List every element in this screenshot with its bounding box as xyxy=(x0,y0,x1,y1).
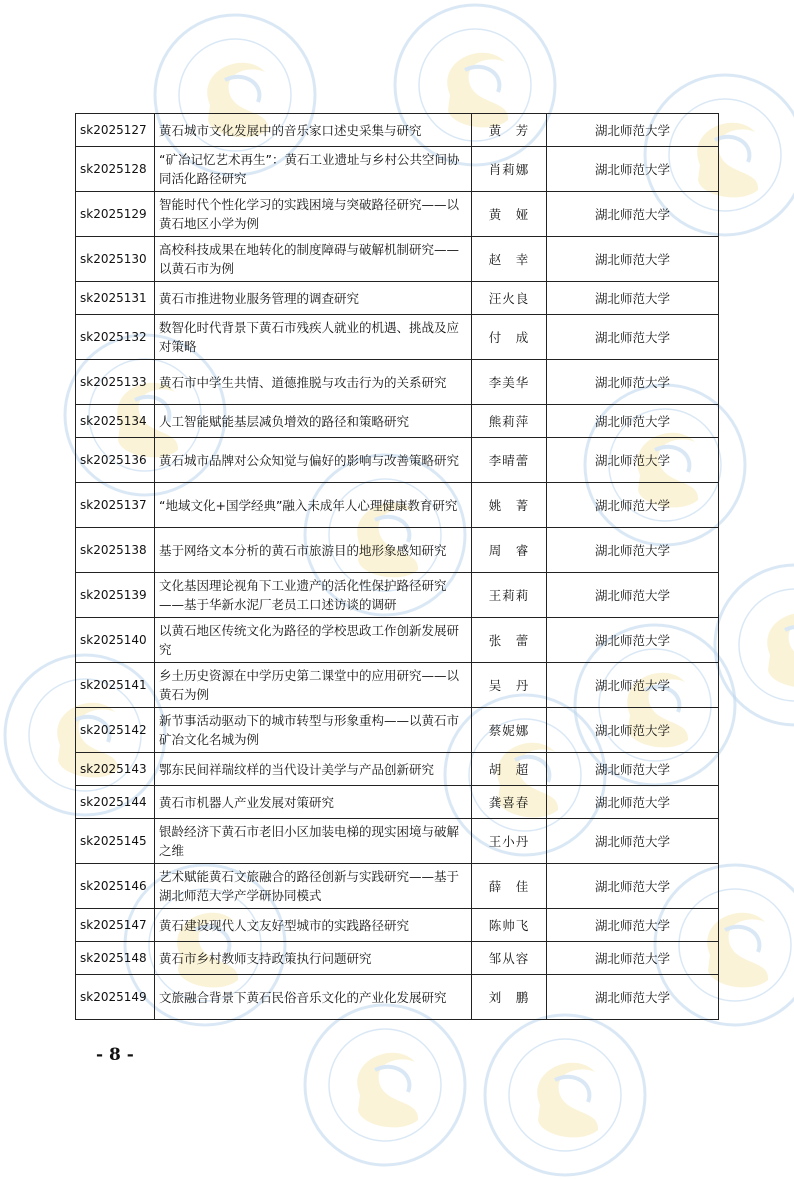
project-unit: 湖北师范大学 xyxy=(547,528,719,573)
table-row xyxy=(76,618,719,663)
project-title: 新节事活动驱动下的城市转型与形象重构——以黄石市矿冶文化名城为例 xyxy=(155,708,472,753)
project-leader: 蔡妮娜 xyxy=(472,708,547,753)
table-row xyxy=(76,708,719,753)
project-leader: 邹从容 xyxy=(472,942,547,975)
project-title: 黄石市乡村教师支持政策执行问题研究 xyxy=(155,942,472,975)
project-unit: 湖北师范大学 xyxy=(547,405,719,438)
project-code: sk2025138 xyxy=(76,528,155,573)
project-code: sk2025139 xyxy=(76,573,155,618)
project-code: sk2025131 xyxy=(76,282,155,315)
project-unit: 湖北师范大学 xyxy=(547,360,719,405)
project-unit: 湖北师范大学 xyxy=(547,147,719,192)
project-title: 智能时代个性化学习的实践困境与突破路径研究——以黄石地区小学为例 xyxy=(155,192,472,237)
project-unit: 湖北师范大学 xyxy=(547,237,719,282)
project-code: sk2025134 xyxy=(76,405,155,438)
project-title: 人工智能赋能基层减负增效的路径和策略研究 xyxy=(155,405,472,438)
project-code: sk2025142 xyxy=(76,708,155,753)
table-row xyxy=(76,942,719,975)
project-code: sk2025140 xyxy=(76,618,155,663)
project-unit: 湖北师范大学 xyxy=(547,483,719,528)
project-code: sk2025128 xyxy=(76,147,155,192)
table-row xyxy=(76,237,719,282)
table-row xyxy=(76,114,719,147)
project-title: 文旅融合背景下黄石民俗音乐文化的产业化发展研究 xyxy=(155,975,472,1020)
project-title: 乡土历史资源在中学历史第二课堂中的应用研究——以黄石为例 xyxy=(155,663,472,708)
project-unit: 湖北师范大学 xyxy=(547,114,719,147)
project-leader: 张 蕾 xyxy=(472,618,547,663)
table-row xyxy=(76,282,719,315)
project-leader: 周 睿 xyxy=(472,528,547,573)
table-row xyxy=(76,786,719,819)
project-code: sk2025145 xyxy=(76,819,155,864)
project-code: sk2025136 xyxy=(76,438,155,483)
table-row xyxy=(76,663,719,708)
project-title: “地域文化+国学经典”融入未成年人心理健康教育研究 xyxy=(155,483,472,528)
project-leader: 刘 鹏 xyxy=(472,975,547,1020)
project-unit: 湖北师范大学 xyxy=(547,192,719,237)
project-title: 鄂东民间祥瑞纹样的当代设计美学与产品创新研究 xyxy=(155,753,472,786)
project-title: 黄石市中学生共情、道德推脱与攻击行为的关系研究 xyxy=(155,360,472,405)
project-code: sk2025130 xyxy=(76,237,155,282)
project-leader: 汪火良 xyxy=(472,282,547,315)
project-unit: 湖北师范大学 xyxy=(547,315,719,360)
project-code: sk2025143 xyxy=(76,753,155,786)
project-title: 黄石城市文化发展中的音乐家口述史采集与研究 xyxy=(155,114,472,147)
project-leader: 薛 佳 xyxy=(472,864,547,909)
project-title: 黄石城市品牌对公众知觉与偏好的影响与改善策略研究 xyxy=(155,438,472,483)
table-row xyxy=(76,819,719,864)
project-unit: 湖北师范大学 xyxy=(547,438,719,483)
project-title: 以黄石地区传统文化为路径的学校思政工作创新发展研究 xyxy=(155,618,472,663)
project-unit: 湖北师范大学 xyxy=(547,282,719,315)
table-row xyxy=(76,528,719,573)
watermark-seal-icon xyxy=(480,1010,650,1180)
project-unit: 湖北师范大学 xyxy=(547,618,719,663)
table-row xyxy=(76,909,719,942)
project-code: sk2025149 xyxy=(76,975,155,1020)
project-leader: 肖莉娜 xyxy=(472,147,547,192)
project-title: “矿冶记忆艺术再生”：黄石工业遗址与乡村公共空间协同活化路径研究 xyxy=(155,147,472,192)
table-row xyxy=(76,573,719,618)
project-leader: 李晴蕾 xyxy=(472,438,547,483)
project-leader: 王莉莉 xyxy=(472,573,547,618)
project-unit: 湖北师范大学 xyxy=(547,942,719,975)
project-leader: 胡 超 xyxy=(472,753,547,786)
project-code: sk2025129 xyxy=(76,192,155,237)
table-row xyxy=(76,315,719,360)
project-code: sk2025144 xyxy=(76,786,155,819)
table-row xyxy=(76,147,719,192)
project-code: sk2025147 xyxy=(76,909,155,942)
project-code: sk2025146 xyxy=(76,864,155,909)
table-row xyxy=(76,975,719,1020)
project-code: sk2025141 xyxy=(76,663,155,708)
table-row xyxy=(76,864,719,909)
project-leader: 熊莉萍 xyxy=(472,405,547,438)
project-unit: 湖北师范大学 xyxy=(547,819,719,864)
project-leader: 赵 幸 xyxy=(472,237,547,282)
project-leader: 王小丹 xyxy=(472,819,547,864)
project-leader: 姚 菁 xyxy=(472,483,547,528)
project-title: 基于网络文本分析的黄石市旅游目的地形象感知研究 xyxy=(155,528,472,573)
project-unit: 湖北师范大学 xyxy=(547,864,719,909)
project-title: 银龄经济下黄石市老旧小区加装电梯的现实困境与破解之维 xyxy=(155,819,472,864)
project-leader: 龚喜春 xyxy=(472,786,547,819)
project-code: sk2025132 xyxy=(76,315,155,360)
project-title: 黄石建设现代人文友好型城市的实践路径研究 xyxy=(155,909,472,942)
project-title: 数智化时代背景下黄石市残疾人就业的机遇、挑战及应对策略 xyxy=(155,315,472,360)
project-code: sk2025133 xyxy=(76,360,155,405)
project-leader: 黄 娅 xyxy=(472,192,547,237)
table-row xyxy=(76,360,719,405)
table-row xyxy=(76,192,719,237)
project-leader: 吴 丹 xyxy=(472,663,547,708)
project-leader: 陈帅飞 xyxy=(472,909,547,942)
project-unit: 湖北师范大学 xyxy=(547,909,719,942)
project-list-table xyxy=(75,113,719,1020)
project-unit: 湖北师范大学 xyxy=(547,663,719,708)
project-code: sk2025137 xyxy=(76,483,155,528)
project-leader: 付 成 xyxy=(472,315,547,360)
project-title: 文化基因理论视角下工业遗产的活化性保护路径研究——基于华新水泥厂老员工口述访谈的调研 xyxy=(155,573,472,618)
page-number: - 8 - xyxy=(96,1045,134,1065)
watermark-seal-icon xyxy=(300,1000,470,1170)
project-code: sk2025148 xyxy=(76,942,155,975)
table-row xyxy=(76,483,719,528)
watermark-seal-icon xyxy=(710,560,794,730)
table-row xyxy=(76,438,719,483)
project-unit: 湖北师范大学 xyxy=(547,975,719,1020)
project-unit: 湖北师范大学 xyxy=(547,786,719,819)
project-title: 黄石市机器人产业发展对策研究 xyxy=(155,786,472,819)
project-title: 黄石市推进物业服务管理的调查研究 xyxy=(155,282,472,315)
project-leader: 黄 芳 xyxy=(472,114,547,147)
table-row xyxy=(76,753,719,786)
project-unit: 湖北师范大学 xyxy=(547,753,719,786)
project-title: 高校科技成果在地转化的制度障碍与破解机制研究——以黄石市为例 xyxy=(155,237,472,282)
project-leader: 李美华 xyxy=(472,360,547,405)
project-unit: 湖北师范大学 xyxy=(547,708,719,753)
project-unit: 湖北师范大学 xyxy=(547,573,719,618)
project-title: 艺术赋能黄石文旅融合的路径创新与实践研究——基于湖北师范大学产学研协同模式 xyxy=(155,864,472,909)
table-row xyxy=(76,405,719,438)
project-code: sk2025127 xyxy=(76,114,155,147)
